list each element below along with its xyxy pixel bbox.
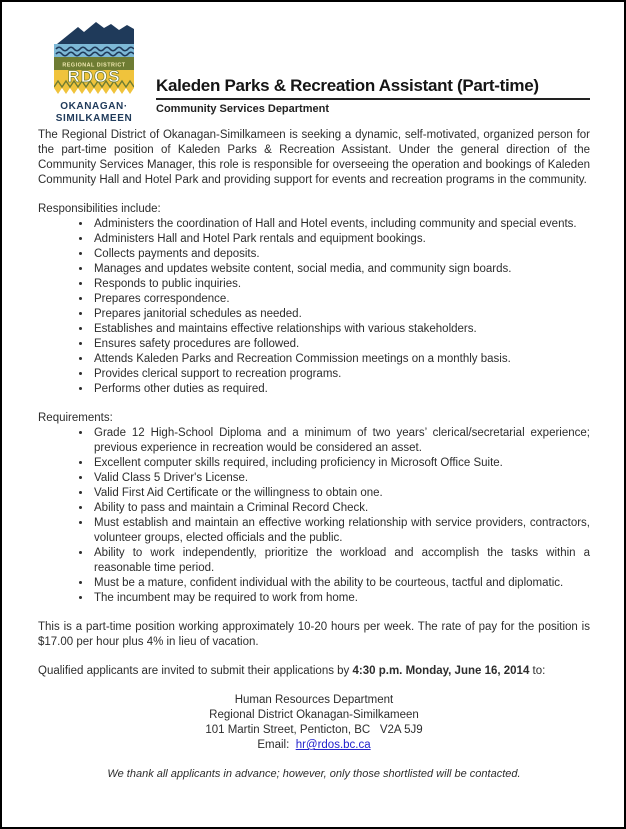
rdos-logo-icon — [54, 14, 134, 95]
requirement-item: • Valid Class 5 Driver's License. — [92, 471, 590, 486]
footer-note: We thank all applicants in advance; however, only those shortlisted will be contacted. — [107, 768, 521, 780]
logo-caption-line1: OKANAGAN· — [60, 101, 128, 112]
svg-text:RDOS: RDOS — [67, 67, 121, 86]
logo-caption-line2: SIMILKAMEEN — [55, 113, 133, 124]
title-block — [156, 14, 590, 120]
responsibility-item: • Attends Kaleden Parks and Recreation Commission meetings on a monthly basis. — [92, 352, 590, 367]
responsibility-item: • Administers the coordination of Hall and Hotel events, including community and special events. — [92, 217, 590, 232]
requirements-list — [38, 426, 590, 606]
application-deadline: 4:30 p.m. Monday, June 16, 2014 — [352, 665, 530, 677]
application-prefix: Qualified applicants are invited to submit their applications by — [38, 665, 353, 677]
responsibility-item: • Ensures safety procedures are followed. — [92, 337, 590, 352]
responsibility-item: • Responds to public inquiries. — [92, 277, 590, 292]
responsibility-item: • Performs other duties as required. — [92, 382, 590, 397]
responsibility-item: • Manages and updates website content, social media, and community sign boards. — [92, 262, 590, 277]
responsibility-item: • Prepares janitorial schedules as needed. — [92, 307, 590, 322]
document-body — [38, 128, 590, 782]
application-suffix: to: — [529, 665, 546, 677]
requirement-item: • Excellent computer skills required, including proficiency in Microsoft Office Suite. — [92, 456, 590, 471]
intro-paragraph: The Regional District of Okanagan-Similkameen is seeking a dynamic, self-motivated, organized person for the part-time position of Kaleden Parks & Recreation Assistant. Under the general direction of the Community Services Manager, this role is responsible for overseeing the operation and bookings of Kaleden Community Hall and Hotel Park and providing support for events and recreation programs in the community. — [38, 129, 590, 186]
header — [38, 14, 590, 124]
contact-email-line — [38, 738, 590, 753]
requirement-item: • Must be a mature, confident individual with the ability to be courteous, tactful and diplomatic. — [92, 576, 590, 591]
requirements-heading: Requirements: — [38, 412, 113, 424]
logo-caption — [38, 101, 150, 125]
contact-block — [38, 693, 590, 753]
requirement-item: • Grade 12 High-School Diploma and a minimum of two years’ clerical/secretarial experience; previous experience in recreation would be considered an asset. — [92, 426, 590, 456]
application-paragraph — [38, 664, 590, 679]
responsibilities-list — [38, 217, 590, 397]
requirement-item: • Ability to work independently, prioritize the workload and accomplish the tasks within a reasonable time period. — [92, 546, 590, 576]
responsibility-item: • Establishes and maintains effective relationships with various stakeholders. — [92, 322, 590, 337]
contact-organization: Regional District Okanagan-Similkameen — [209, 709, 419, 721]
contact-department: Human Resources Department — [234, 694, 394, 706]
requirement-item: • Ability to pass and maintain a Criminal Record Check. — [92, 501, 590, 516]
requirement-item: • Valid First Aid Certificate or the willingness to obtain one. — [92, 486, 590, 501]
responsibilities-heading: Responsibilities include: — [38, 203, 161, 215]
department-subtitle: Community Services Department — [156, 103, 329, 115]
requirement-item: • The incumbent may be required to work from home. — [92, 591, 590, 606]
email-label: Email: — [257, 739, 296, 751]
email-link[interactable]: hr@rdos.bc.ca — [295, 739, 371, 751]
contact-address: 101 Martin Street, Penticton, BC V2A 5J9 — [205, 724, 423, 736]
requirement-item: • Must establish and maintain an effective working relationship with service providers, contractors, volunteer groups, elected officials and the public. — [92, 516, 590, 546]
requirements-section — [38, 411, 590, 606]
responsibilities-section — [38, 202, 590, 397]
responsibility-item: • Administers Hall and Hotel Park rentals and equipment bookings. — [92, 232, 590, 247]
responsibility-item: • Provides clerical support to recreation programs. — [92, 367, 590, 382]
responsibility-item: • Collects payments and deposits. — [92, 247, 590, 262]
rdos-logo — [38, 14, 150, 124]
svg-text:REGIONAL DISTRICT: REGIONAL DISTRICT — [62, 62, 126, 69]
pay-paragraph: This is a part-time position working approximately 10-20 hours per week. The rate of pay for the position is $17.00 per hour plus 4% in lieu of vacation. — [38, 621, 590, 648]
page-title: Kaleden Parks & Recreation Assistant (Part-time) — [156, 76, 539, 95]
title-rule — [156, 98, 590, 100]
responsibility-item: • Prepares correspondence. — [92, 292, 590, 307]
